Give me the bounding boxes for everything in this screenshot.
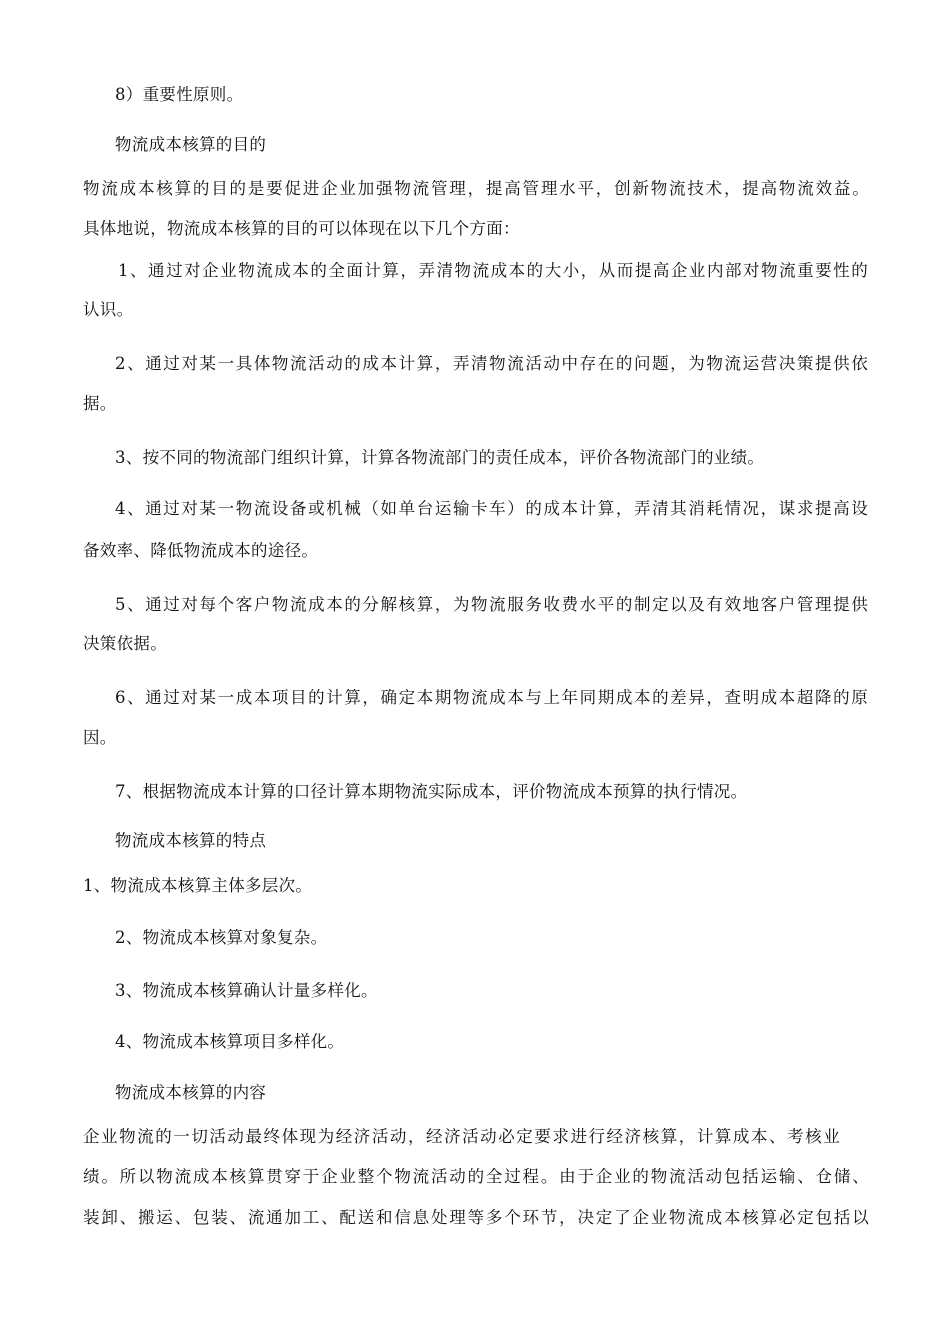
content-line-3: 装卸、搬运、包装、流通加工、配送和信息处理等多个环节，决定了企业物流成本核算必定包括以 [83,1208,869,1227]
purpose-item-5-line-1: 5、通过对每个客户物流成本的分解核算，为物流服务收费水平的制定以及有效地客户管理提供 [115,595,868,614]
purpose-item-2-line-1: 2、通过对某一具体物流活动的成本计算，弄清物流活动中存在的问题，为物流运营决策提供依 [115,354,868,373]
purpose-intro-line-2: 具体地说，物流成本核算的目的可以体现在以下几个方面： [83,219,520,238]
purpose-intro-line-1: 物流成本核算的目的是要促进企业加强物流管理，提高管理水平，创新物流技术，提高物流效益。 [83,179,869,198]
principle-8: 8）重要性原则。 [115,85,244,104]
purpose-item-3: 3、按不同的物流部门组织计算，计算各物流部门的责任成本，评价各物流部门的业绩。 [115,448,765,467]
feature-item-4: 4、物流成本核算项目多样化。 [115,1032,345,1051]
purpose-item-6-line-1: 6、通过对某一成本项目的计算，确定本期物流成本与上年同期成本的差异，查明成本超降的原 [115,688,868,707]
heading-content: 物流成本核算的内容 [115,1083,267,1102]
purpose-item-7: 7、根据物流成本计算的口径计算本期物流实际成本，评价物流成本预算的执行情况。 [115,782,748,801]
purpose-item-4-line-2: 备效率、降低物流成本的途径。 [83,541,319,560]
purpose-item-5-line-2: 决策依据。 [83,634,167,653]
purpose-item-2-line-2: 据。 [83,394,117,413]
purpose-item-1-line-2: 认识。 [83,300,134,319]
content-line-1: 企业物流的一切活动最终体现为经济活动，经济活动必定要求进行经济核算，计算成本、考核业 [83,1127,840,1146]
heading-purpose: 物流成本核算的目的 [115,135,267,154]
purpose-item-4-line-1: 4、通过对某一物流设备或机械（如单台运输卡车）的成本计算，弄清其消耗情况，谋求提高设 [115,499,868,518]
feature-item-1: 1、物流成本核算主体多层次。 [83,876,313,895]
purpose-item-6-line-2: 因。 [83,728,117,747]
content-line-2: 绩。所以物流成本核算贯穿于企业整个物流活动的全过程。由于企业的物流活动包括运输、仓储、 [83,1167,869,1186]
feature-item-2: 2、物流成本核算对象复杂。 [115,928,328,947]
heading-features: 物流成本核算的特点 [115,831,267,850]
feature-item-3: 3、物流成本核算确认计量多样化。 [115,981,378,1000]
purpose-item-1-line-1: 1、通过对企业物流成本的全面计算，弄清物流成本的大小，从而提高企业内部对物流重要性的 [118,261,868,280]
